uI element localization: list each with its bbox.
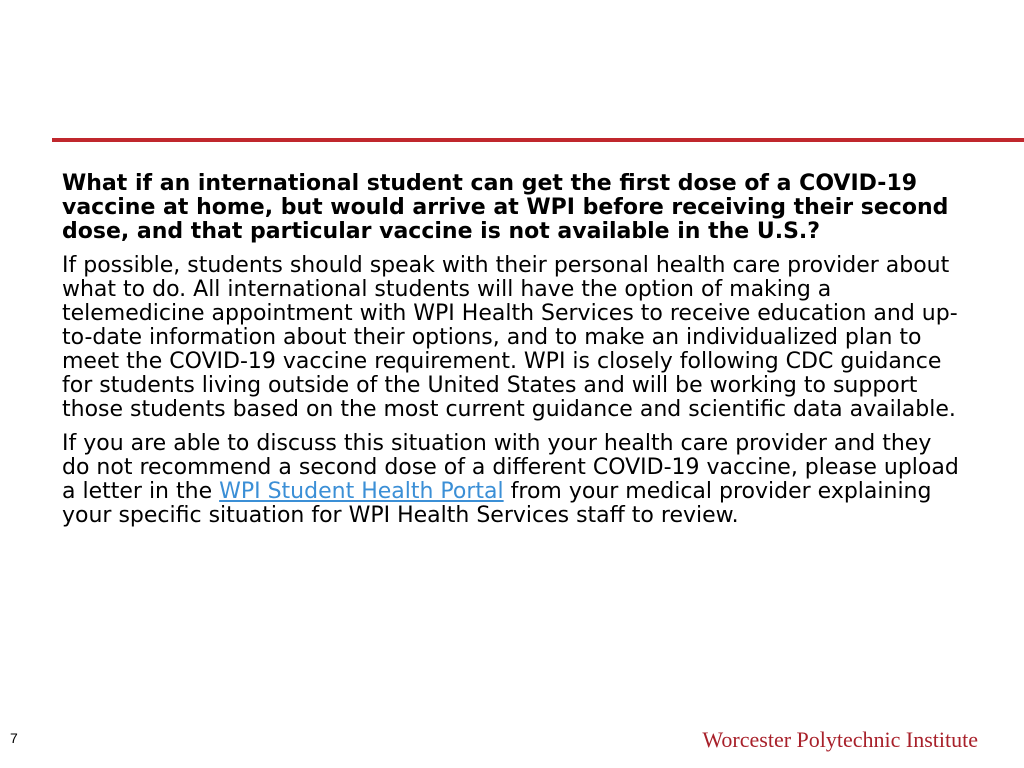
answer-paragraph-1: If possible, students should speak with their personal health care provider about what to do. All international students will have the option of making a telemedicine appointment with WPI Health Services to receive education and up-to-date information about their options, and to make an individualized plan to meet the COVID-19 vaccine requirement. WPI is closely following CDC guidance for students living outside of the United States and will be working to support those students based on the most current guidance and scientific data available. [62,253,958,422]
wpi-student-health-portal-link[interactable]: WPI Student Health Portal [219,479,504,504]
paragraph-2-text-before-link: If you are able to discuss this situation with your health care provider and they do not recommend a second dose of a different COVID-19 vaccine, please upload a letter in the [62,431,959,504]
institution-logo-text: Worcester Polytechnic Institute [702,727,978,752]
paragraph-2-text-after-link: from your medical provider explaining your specific situation for WPI Health Services staff to review. [62,479,932,528]
header-divider [52,138,1024,142]
page-number: 7 [10,730,18,746]
slide-content [62,172,962,538]
answer-paragraph-2 [62,432,962,528]
faq-question: What if an international student can get the first dose of a COVID-19 vaccine at home, but would arrive at WPI before receiving their second dose, and that particular vaccine is not available in the U.S.? [62,171,949,244]
